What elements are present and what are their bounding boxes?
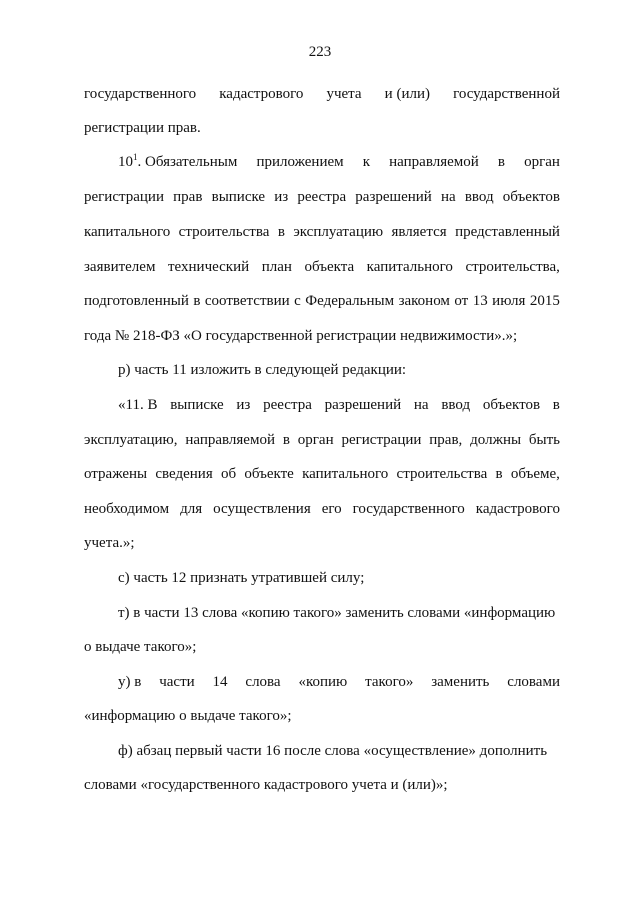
word: объектов: [502, 189, 560, 205]
text-line: [118, 153, 560, 171]
paragraph-number: [118, 153, 237, 171]
text-line: [84, 223, 560, 241]
word: словами «государственного кадастрового учета и (или)»;: [84, 777, 448, 793]
word: из: [274, 189, 289, 205]
text-line: [84, 327, 560, 345]
text-line: [118, 396, 560, 414]
word: р) часть 11 изложить в следующей редакции:: [118, 362, 407, 378]
word: о выдаче такого»;: [84, 639, 197, 655]
word: объектов: [482, 397, 541, 413]
word: учета: [326, 86, 362, 102]
text-line: [118, 361, 560, 379]
text-line: [84, 85, 560, 103]
word: строительства: [396, 466, 488, 482]
word: года № 218-ФЗ «О государственной регистрации недвижимости».»;: [84, 328, 518, 344]
word: подготовленный: [84, 293, 189, 309]
word: слова: [245, 674, 281, 690]
word: регистрации: [341, 432, 422, 448]
word: прав: [173, 189, 203, 205]
word: у) в: [118, 674, 142, 690]
word: орган: [524, 154, 560, 170]
paragraph-number-dot: .: [137, 154, 142, 170]
word: части: [159, 674, 195, 690]
word: 2015: [529, 293, 560, 309]
word: объекте: [244, 466, 294, 482]
word: орган: [297, 432, 334, 448]
word: в: [193, 293, 201, 309]
word: направляемой: [389, 154, 479, 170]
word: из: [236, 397, 251, 413]
paragraph-number-sup: 1: [133, 152, 138, 162]
word: учета.»;: [84, 535, 135, 551]
page-number: 223: [308, 44, 332, 60]
word: ввод: [464, 189, 494, 205]
word: с) часть 12 признать утратившей силу;: [118, 570, 365, 586]
text-line: [84, 534, 560, 552]
word: реестра: [263, 397, 312, 413]
word: прав,: [429, 432, 463, 448]
word: государственной: [453, 86, 560, 102]
word: заменить: [431, 674, 490, 690]
word: быть: [528, 432, 560, 448]
word: Обязательным: [145, 154, 238, 170]
word: «11. В: [118, 397, 158, 413]
word: капитального: [302, 466, 389, 482]
word: «информацию о выдаче такого»;: [84, 708, 292, 724]
word: кадастрового: [219, 86, 304, 102]
word: заявителем: [84, 259, 156, 275]
word: 13: [472, 293, 488, 309]
word: к: [362, 154, 371, 170]
word: выписке: [170, 397, 224, 413]
word: в: [282, 432, 290, 448]
word: законом: [398, 293, 450, 309]
word: объеме,: [510, 466, 560, 482]
word: строительства: [178, 224, 270, 240]
word: Федеральным: [305, 293, 395, 309]
text-line: [84, 776, 560, 794]
text-line: [118, 569, 560, 587]
word: эксплуатацию: [293, 224, 384, 240]
word: в: [552, 397, 560, 413]
word: государственного: [352, 501, 465, 517]
word: ввод: [441, 397, 471, 413]
text-line: [84, 465, 560, 483]
word: объекта: [304, 259, 355, 275]
word: осуществления: [213, 501, 311, 517]
word: реестра: [297, 189, 347, 205]
word: словами: [507, 674, 560, 690]
text-line: [118, 673, 560, 691]
word: технический: [168, 259, 250, 275]
word: т) в части 13 слова «копию такого» заменить словами «информацию: [118, 605, 556, 621]
text-line: [84, 638, 560, 656]
word: на: [413, 397, 429, 413]
word: соответствии: [204, 293, 290, 309]
word: такого»: [365, 674, 414, 690]
word: представленный: [455, 224, 560, 240]
word: регистрации прав.: [84, 120, 201, 136]
word: приложением: [256, 154, 344, 170]
word: должны: [470, 432, 522, 448]
word: направляемой: [185, 432, 275, 448]
word: и (или): [384, 86, 430, 102]
text-line: [118, 604, 560, 622]
word: разрешений: [355, 189, 432, 205]
word: эксплуатацию,: [84, 432, 178, 448]
word: является: [391, 224, 447, 240]
word: сведения: [155, 466, 213, 482]
word: ф) абзац первый части 16 после слова «осуществление» дополнить: [118, 743, 548, 759]
word: государственного: [84, 86, 197, 102]
word: его: [321, 501, 342, 517]
word: июля: [492, 293, 526, 309]
word: отражены: [84, 466, 148, 482]
text-line: [84, 292, 560, 310]
word: выписке: [211, 189, 266, 205]
word: об: [220, 466, 237, 482]
word: необходимом: [84, 501, 170, 517]
word: для: [180, 501, 203, 517]
text-line: [84, 188, 560, 206]
text-line: [84, 707, 560, 725]
word: капитального: [84, 224, 171, 240]
word: строительства,: [465, 259, 560, 275]
word: кадастрового: [475, 501, 560, 517]
word: 14: [212, 674, 228, 690]
text-line: [84, 258, 560, 276]
text-line: [84, 500, 560, 518]
word: от: [454, 293, 469, 309]
text-line: [84, 119, 560, 137]
word: в: [277, 224, 285, 240]
word: в: [495, 466, 503, 482]
text-line: [84, 431, 560, 449]
word: разрешений: [324, 397, 402, 413]
text-line: [118, 742, 560, 760]
word: регистрации: [84, 189, 164, 205]
word: «копию: [298, 674, 348, 690]
paragraph-number-base: 10: [118, 154, 133, 170]
word: в: [497, 154, 505, 170]
word: на: [440, 189, 456, 205]
word: капитального: [366, 259, 453, 275]
word: с: [294, 293, 301, 309]
word: план: [261, 259, 292, 275]
